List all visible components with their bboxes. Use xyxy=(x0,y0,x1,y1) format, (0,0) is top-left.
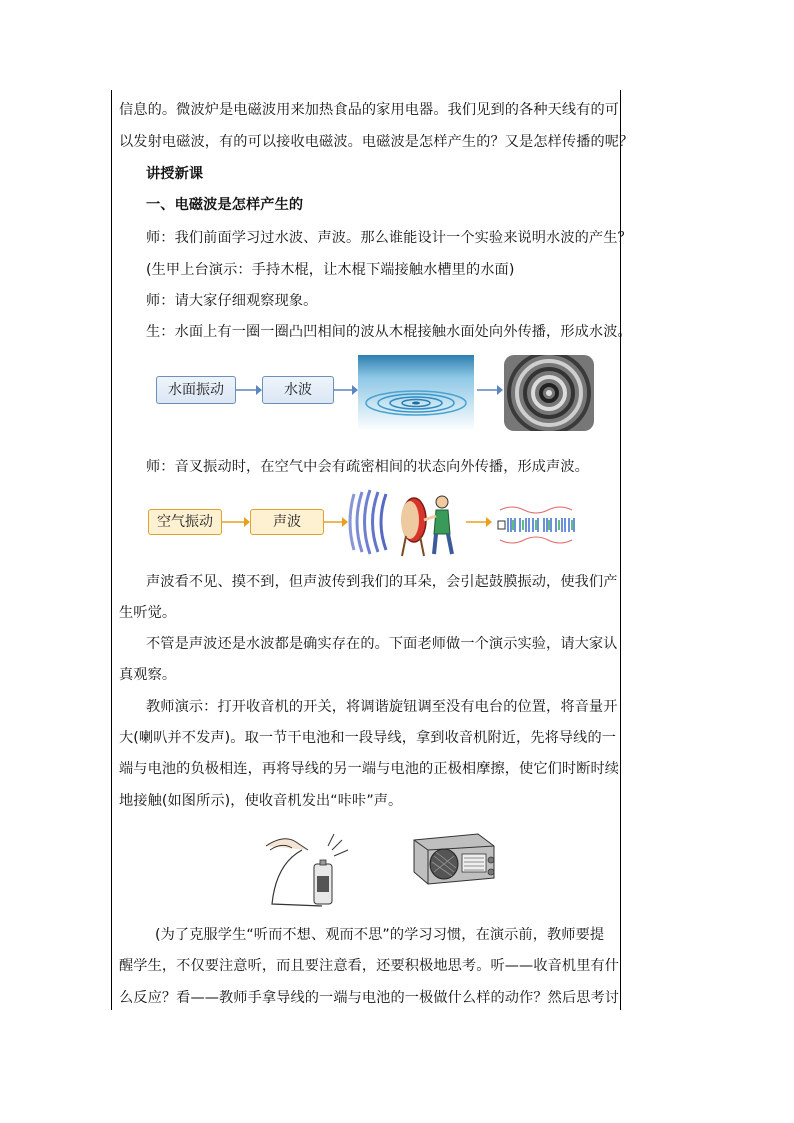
arrow-right-icon xyxy=(222,512,250,532)
paragraph-line: 信息的。微波炉是电磁波用来加热食品的家用电器。我们见到的各种天线有的可 xyxy=(119,102,620,118)
arrow-right-icon xyxy=(236,380,262,400)
sound-wave-box: 声波 xyxy=(250,509,324,535)
paragraph-line: 地接触(如图所示)，使收音机发出“咔咔”声。 xyxy=(119,793,403,809)
concentric-wave-image xyxy=(504,355,594,431)
paragraph-line: (生甲上台演示：手持木棍，让木棍下端接触水槽里的水面) xyxy=(146,262,515,278)
table-border-right xyxy=(620,90,621,1010)
section-heading: 讲授新课 xyxy=(146,166,204,182)
paragraph-line: 师：音叉振动时，在空气中会有疏密相间的状态向外传播，形成声波。 xyxy=(146,459,589,475)
arrow-right-icon xyxy=(477,380,503,400)
subsection-heading: 一、电磁波是怎样产生的 xyxy=(146,197,304,213)
paragraph-line: 声波看不见、摸不到，但声波传到我们的耳朵，会引起鼓膜振动，使我们产 xyxy=(146,574,618,590)
sound-waveform-image xyxy=(492,500,584,550)
paragraph-line: (为了克服学生“听而不想、观而不思”的学习习惯，在演示前，教师要提 xyxy=(155,927,605,943)
arrow-right-icon xyxy=(466,512,492,532)
table-border-left xyxy=(111,90,112,1010)
paragraph-line: 师：请大家仔细观察现象。 xyxy=(146,293,318,309)
water-vibration-box: 水面振动 xyxy=(156,376,236,404)
water-wave-box: 水波 xyxy=(262,376,334,404)
paragraph-line: 么反应？看——教师手拿导线的一端与电池的一极做什么样的动作？然后思考讨 xyxy=(119,990,620,1006)
paragraph-line: 教师演示：打开收音机的开关，将调谐旋钮调至没有电台的位置，将音量开 xyxy=(146,699,618,715)
paragraph-line: 大(喇叭并不发声)。取一节干电池和一段导线，拿到收音机附近，先将导线的一 xyxy=(119,730,617,746)
radio-image xyxy=(408,830,498,886)
paragraph-line: 端与电池的负极相连，再将导线的另一端与电池的正极相摩擦，使它们时断时续 xyxy=(119,761,620,777)
air-vibration-box: 空气振动 xyxy=(148,509,222,535)
drum-player-image xyxy=(344,486,464,558)
water-ripple-image xyxy=(358,355,474,431)
paragraph-line: 生听觉。 xyxy=(119,605,177,621)
paragraph-line: 生：水面上有一圈一圈凸凹相间的波从木棍接触水面处向外传播，形成水波。 xyxy=(146,324,632,340)
paragraph-line: 醒学生，不仅要注意听，而且要注意看，还要积极地思考。听——收音机里有什 xyxy=(119,958,620,974)
paragraph-line: 师：我们前面学习过水波、声波。那么谁能设计一个实验来说明水波的产生？ xyxy=(146,230,632,246)
paragraph-line: 不管是声波还是水波都是确实存在的。下面老师做一个演示实验，请大家认 xyxy=(146,636,618,652)
battery-wire-image xyxy=(262,824,358,910)
arrow-right-icon xyxy=(334,380,358,400)
paragraph-line: 以发射电磁波，有的可以接收电磁波。电磁波是怎样产生的？又是怎样传播的呢？ xyxy=(119,134,634,150)
paragraph-line: 真观察。 xyxy=(119,667,177,683)
